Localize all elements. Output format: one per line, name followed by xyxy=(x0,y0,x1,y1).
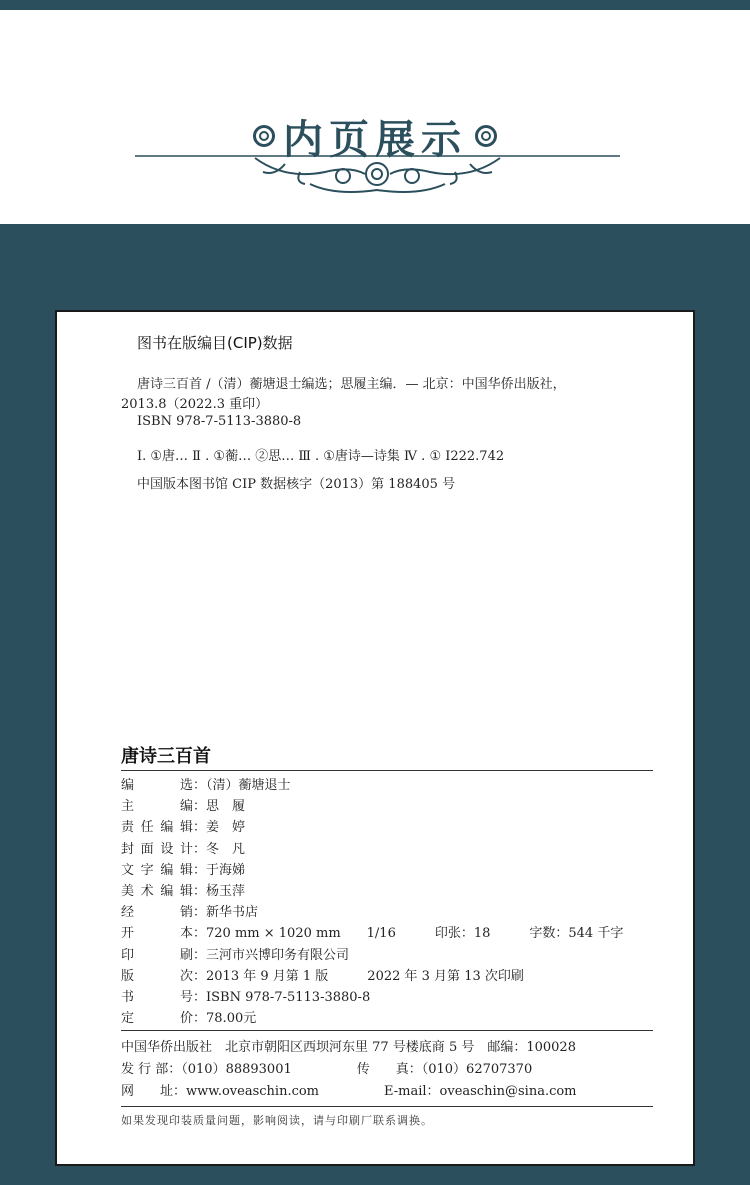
book-info-value: 78.00元 xyxy=(206,1011,257,1027)
book-info-label: 责任编辑 xyxy=(121,820,193,836)
book-info-label: 编 选 xyxy=(121,778,193,793)
book-info-row xyxy=(121,988,370,1008)
book-info-label: 书 号 xyxy=(121,990,193,1005)
book-info-row xyxy=(121,840,245,860)
book-info-value: 三河市兴博印务有限公司 xyxy=(206,947,350,963)
book-info-value: 720 mm × 1020 mm 1/16 印张：18 字数：544 千字 xyxy=(206,926,624,942)
colon: ： xyxy=(193,926,207,942)
ring-ornament-icon xyxy=(475,125,497,147)
book-title: 唐诗三百首 xyxy=(121,746,211,767)
top-border xyxy=(0,0,750,10)
book-info-row xyxy=(121,924,623,944)
publisher-phone: 发 行 部：（010）88893001 传 真：（010）62707370 xyxy=(121,1062,533,1077)
book-info-label: 印 刷 xyxy=(121,947,193,963)
divider xyxy=(121,1106,653,1107)
colon: ： xyxy=(193,778,207,793)
cip-line: 唐诗三百首 /（清）蘅塘退士编选；思履主编．— 北京：中国华侨出版社， xyxy=(137,377,566,392)
book-info-value: 新华书店 xyxy=(206,905,259,921)
quality-notice: 如果发现印装质量问题，影响阅读，请与印刷厂联系调换。 xyxy=(121,1114,433,1127)
book-info-value: （清）蘅塘退士 xyxy=(206,778,291,793)
colon: ： xyxy=(193,884,207,899)
book-info-value: 于海娣 xyxy=(206,862,246,878)
divider xyxy=(121,770,653,771)
decorative-scroll-ornament-icon xyxy=(135,150,620,200)
book-info-row xyxy=(121,967,524,987)
book-info-label: 文字编辑 xyxy=(121,862,193,878)
book-info-label: 定 价 xyxy=(121,1011,193,1027)
book-info-row xyxy=(121,861,245,881)
book-info-row xyxy=(121,776,291,796)
book-info-value: 杨玉萍 xyxy=(206,884,246,899)
cip-record-number: 中国版本图书馆 CIP 数据核字（2013）第 188405 号 xyxy=(137,477,456,492)
colon: ： xyxy=(193,947,207,963)
book-info-label: 封面设计 xyxy=(121,841,193,857)
publisher-address: 中国华侨出版社 北京市朝阳区西坝河东里 77 号楼底商 5 号 邮编：100028 xyxy=(121,1040,576,1055)
copyright-page-panel xyxy=(55,310,695,1166)
book-info-value: 姜 婷 xyxy=(206,820,246,836)
colon: ： xyxy=(193,968,207,984)
book-info-label: 美术编辑 xyxy=(121,884,193,899)
book-info-label: 经 销 xyxy=(121,905,193,921)
book-info-row xyxy=(121,903,258,923)
colon: ： xyxy=(193,905,207,921)
page-title: 内页展示 xyxy=(283,116,467,163)
book-info-label: 主 编 xyxy=(121,799,193,815)
divider xyxy=(121,1030,653,1031)
book-info-label: 版 次 xyxy=(121,968,193,984)
cip-isbn: ISBN 978-7-5113-3880-8 xyxy=(137,414,302,429)
cip-line: 2013.8（2022.3 重印） xyxy=(121,397,269,412)
publisher-web: 网 址：www.oveaschin.com E-mail：oveaschin@sina.com xyxy=(121,1084,577,1099)
book-info-value: 思 履 xyxy=(206,799,246,815)
book-info-row xyxy=(121,818,245,838)
cip-heading: 图书在版编目(CIP)数据 xyxy=(137,334,293,352)
book-info-row xyxy=(121,946,349,966)
colon: ： xyxy=(193,799,207,815)
colon: ： xyxy=(193,1011,207,1027)
book-info-value: 冬 凡 xyxy=(206,841,246,857)
book-info-row xyxy=(121,797,245,817)
book-info-row xyxy=(121,1009,256,1029)
book-info-value: ISBN 978-7-5113-3880-8 xyxy=(206,990,371,1005)
book-info-row xyxy=(121,882,245,902)
ring-ornament-icon xyxy=(253,125,275,147)
colon: ： xyxy=(193,841,207,857)
colon: ： xyxy=(193,862,207,878)
colon: ： xyxy=(193,820,207,836)
book-info-label: 开 本 xyxy=(121,926,193,942)
book-info-value: 2013 年 9 月第 1 版 2022 年 3 月第 13 次印刷 xyxy=(206,968,524,984)
header-banner xyxy=(0,10,750,224)
cip-classification: I. ①唐… Ⅱ . ①蘅… ②思… Ⅲ . ①唐诗—诗集 Ⅳ . ① I222.742 xyxy=(137,449,505,464)
colon: ： xyxy=(193,990,207,1005)
